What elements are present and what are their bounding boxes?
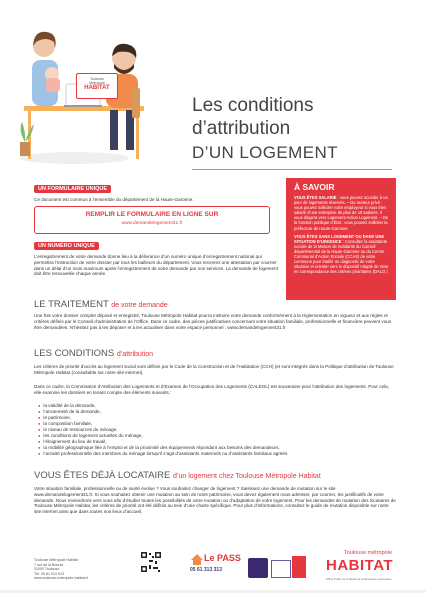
locataire-heading-main: VOUS ÊTES DÉJÀ LOCATAIRE <box>34 470 171 481</box>
page-title-line-3: D’UN LOGEMENT <box>192 143 338 162</box>
brand-big: HABITAT <box>326 557 394 574</box>
a-savoir-label-2: VOUS ÊTES SANS LOGEMENT OU DANS UNE SITUATION D’URGENCE <box>294 233 385 244</box>
a-savoir-label-1: VOUS ÊTES SALARIÉ <box>294 195 337 200</box>
list-item: ● le niveau de ressources du ménage, <box>38 427 394 433</box>
qr-code-icon[interactable] <box>140 551 162 573</box>
brand-logo-footer <box>322 550 406 584</box>
list-item: ● le patrimoine, <box>38 415 394 421</box>
logo-line-2: Métropole <box>89 81 105 85</box>
brand-small: Toulouse métropole <box>344 550 393 556</box>
lepass-house-icon <box>190 552 204 566</box>
conditions-text-2: Dans ce cadre, la Commission d’Attribution des Logements et d’Examen de l’Occupation des Logements (CALEOL) est souveraine pour l’attribution des logements. Pour cela, elle examine les dossiers en tenant compte des éléments suivants : <box>34 384 389 395</box>
criteria-list <box>38 403 394 457</box>
formulaire-text: Ce document est commun à l’ensemble du département de la Haute-Garonne. <box>34 197 194 202</box>
list-item: ● les conditions de logement actuelles du ménage, <box>38 433 394 439</box>
page-title-line-1: Les conditions <box>192 95 314 116</box>
list-item: ● la mobilité géographique liée à l’emploi et de la proximité des équipements répondant aux besoins des demandeurs, <box>38 445 394 451</box>
locataire-heading <box>34 470 404 481</box>
conditions-text-1: Les critères de priorité d’accès au logement social sont définis par le Code de la Construction et de l’Habitation (CCH) (et sont intégrés dans la Politique d’attribution de Toulouse Métropole Habitat (consultable sur notre site internet). <box>34 364 394 375</box>
footer-address <box>34 558 89 581</box>
traitement-heading <box>34 299 168 310</box>
address-line: 7 rue de la Bourse <box>34 562 64 567</box>
list-item: ● l’ancienneté de la demande, <box>38 409 394 415</box>
lepass-phone[interactable]: 05 61 313 313 <box>190 567 222 573</box>
lepass-logo <box>190 552 242 580</box>
cta-link[interactable]: www.demandelogement31.fr <box>121 221 183 226</box>
address-line: Toulouse Métropole Habitat <box>34 558 78 562</box>
address-line: Tél. 05 81 913 913 <box>34 571 64 576</box>
numero-badge: UN NUMÉRO UNIQUE <box>34 242 99 250</box>
lepass-label: Le PASS <box>204 553 241 563</box>
a-savoir-paragraph-2 <box>294 234 389 275</box>
brand-logo-badge <box>76 73 118 99</box>
list-item: ● la validité de la demande, <box>38 403 394 409</box>
conditions-heading-sub: d’attribution <box>116 351 154 358</box>
logo-brand: HABITAT <box>84 85 110 91</box>
footer-bar <box>0 590 426 593</box>
traitement-heading-main: LE TRAITEMENT <box>34 299 109 310</box>
partner-logo-3 <box>292 556 306 578</box>
online-form-cta[interactable] <box>34 206 270 234</box>
formulaire-badge: UN FORMULAIRE UNIQUE <box>34 185 111 193</box>
list-item: ● la composition familiale, <box>38 421 394 427</box>
partner-logo-1 <box>248 558 268 578</box>
traitement-heading-sub: de votre demande <box>111 302 168 309</box>
a-savoir-title: À SAVOIR <box>294 182 335 192</box>
numero-text: L’enregistrement de votre demande donne lieu à la délivrance d’un numéro unique d’enregistrement national qui permettra l’instruction de votre dossier par tous les bailleurs du département. Vous recevrez une attestation par courrier dans un délai d’un mois maximum après l’enregistrement de votre demande par nos services. La demande de logement doit être renouvelée chaque année. <box>34 254 278 277</box>
a-savoir-box <box>286 178 396 300</box>
locataire-text: Votre situation familiale, professionnelle ou de santé évolue ? Vous souhaitez changer de logement ? Saisissez une demande de mutation sur le site www.demandelogement31.fr. Si vous souhaitez obtenir une mutation au sein de notre patrimoine, vous devez également nous adresser, par courrier, les justificatifs de votre demande. Nous reviendrons vers vous afin d’étudier toutes les possibilités de votre mutation ou d’adaptation de votre logement. Pour les demandes de mutation des locataires de Toulouse Métropole Habitat, les critères de priorité ont été définis au sein d’une charte spécifique. Pour plus d’informations, consultez le guide de mutation disponible sur notre site internet ainsi que dans toutes nos lieux d’accueil. <box>34 486 396 515</box>
list-item: ● l’éloignement du lieu de travail, <box>38 439 394 445</box>
locataire-heading-sub: d’un logement chez Toulouse Métropole Habitat <box>173 473 321 480</box>
address-line: 31000 Toulouse <box>34 567 60 572</box>
page-title-line-2: d’attribution <box>192 118 291 139</box>
conditions-heading <box>34 348 153 359</box>
illustration <box>14 18 174 168</box>
logo-line-1: Toulouse <box>89 77 104 81</box>
cta-main-label: REMPLIR LE FORMULAIRE EN LIGNE SUR <box>85 211 219 218</box>
a-savoir-text-1: : vous pouvez accéder à un parc de logements réservés. – Du secteur privé : vous pouvez solliciter votre employeur si vous êtes salarié d’une entreprise de plus de 10 salariés. Il vous dirigera vers Logement Action Logement. – De la fonction publique d’État : vous pouvez solliciter la préfecture de Haute-Garonne. <box>294 195 389 231</box>
traitement-text: Une fois votre dossier complet déposé et enregistré, Toulouse Métropole Habitat pourra instruire votre demande conformément à la réglementation en vigueur et aux règles et critères définis par le Conseil d’administration de l’Office. Dans ce cadre, des pièces justificatives concernant votre situation familiale, professionnelle et financière peuvent vous être demandées. N’hésitez pas à les déposer et à les actualiser dans votre espace personnel : www.demandelogement31.fr <box>34 313 392 330</box>
address-line[interactable]: www.toulouse-metropole-habitat.fr <box>34 576 89 581</box>
brand-tagline: Office Public de l’Habitat de la Métropole toulousaine <box>326 577 392 581</box>
title-divider <box>192 169 392 170</box>
a-savoir-text-2: : Consultez la assistante sociale de la Maison de Solidarité du Conseil départemental de la Haute-Garonne ou du Centre Communal d’Action Sociale (CCAS) de votre commune pour établir un diagnostic de votre situation et orienter vers le dispositif Adapté de mise en correspondance des critères prioritaires (DALO.) <box>294 238 389 275</box>
criteria-list-wrapper <box>38 403 394 457</box>
list-item: ● l’activité professionnelle des membres du ménage lorsqu’il s’agit d’assistants maternels ou d’assistants familiaux agréés. <box>38 451 394 457</box>
conditions-heading-main: LES CONDITIONS <box>34 348 115 359</box>
a-savoir-paragraph-1 <box>294 195 389 231</box>
partner-logo-2 <box>271 560 291 578</box>
